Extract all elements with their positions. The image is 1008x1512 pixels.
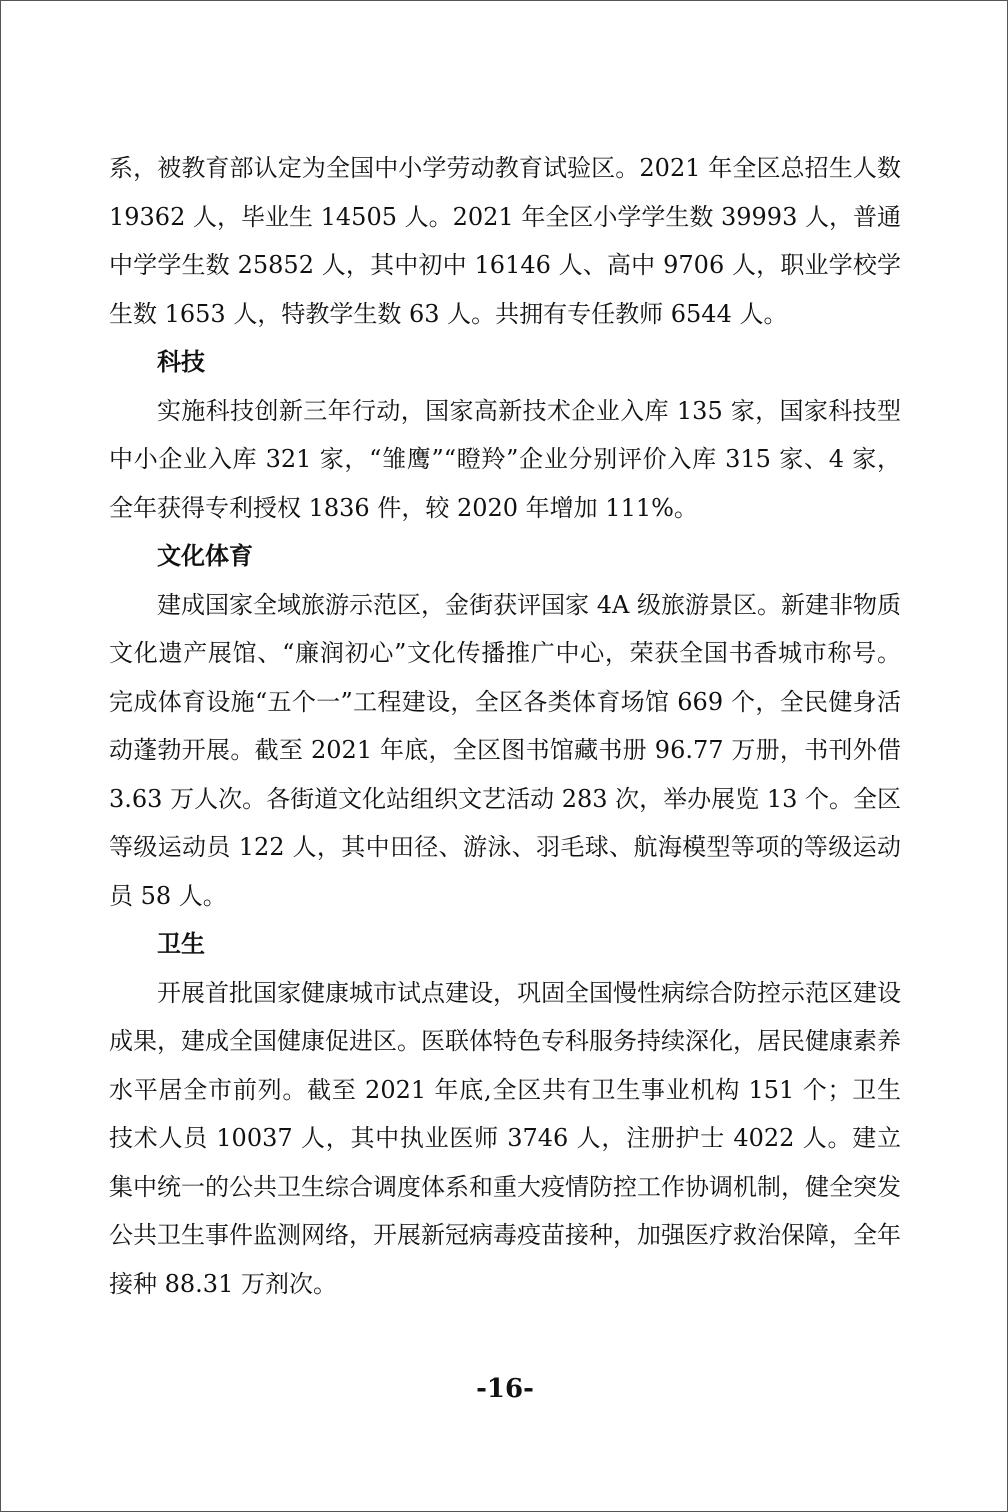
paragraph-health: 开展首批国家健康城市试点建设，巩固全国慢性病综合防控示范区建设成果，建成全国健康促进区。医联体特色专科服务持续深化，居民健康素养水平居全市前列。截至 2021 年底,全区共有卫生事业机构 151 个；卫生技术人员 10037 人，其中执业医师 3746 人，注册护士 4022 人。建立集中统一的公共卫生综合调度体系和重大疫情防控工作协调机制，健全突发公共卫生事件监测网络，开展新冠病毒疫苗接种，加强医疗救治保障，全年接种 88.31 万剂次。 [109,978,901,1298]
page-number: -16- [476,1374,534,1404]
paragraph-culture-sports: 建成国家全域旅游示范区，金街获评国家 4A 级旅游景区。新建非物质文化遗产展馆、“廉润初心”文化传播推广中心，荣获全国书香城市称号。完成体育设施“五个一”工程建设，全区各类体育场馆 669 个，全民健身活动蓬勃开展。截至 2021 年底，全区图书馆藏书册 96.77 万册，书刊外借 3.63 万人次。各街道文化站组织文艺活动 283 次，举办展览 13 个。全区等级运动员 122 人，其中田径、游泳、羽毛球、航海模型等项的等级运动员 58 人。 [109,590,901,910]
section-heading-health: 卫生 [157,930,205,958]
section-heading-technology: 科技 [157,348,205,376]
document-body [109,144,901,1308]
section-heading-culture-sports: 文化体育 [157,542,253,570]
paragraph-technology: 实施科技创新三年行动，国家高新技术企业入库 135 家，国家科技型中小企业入库 321 家，“雏鹰”“瞪羚”企业分别评价入库 315 家、4 家，全年获得专利授权 1836 件，较 2020 年增加 111%。 [109,396,901,522]
paragraph-education-continued: 系，被教育部认定为全国中小学劳动教育试验区。2021 年全区总招生人数 19362 人，毕业生 14505 人。2021 年全区小学学生数 39993 人，普通中学学生数 25852 人，其中初中 16146 人、高中 9706 人，职业学校学生数 1653 人，特教学生数 63 人。共拥有专任教师 6544 人。 [109,154,901,328]
